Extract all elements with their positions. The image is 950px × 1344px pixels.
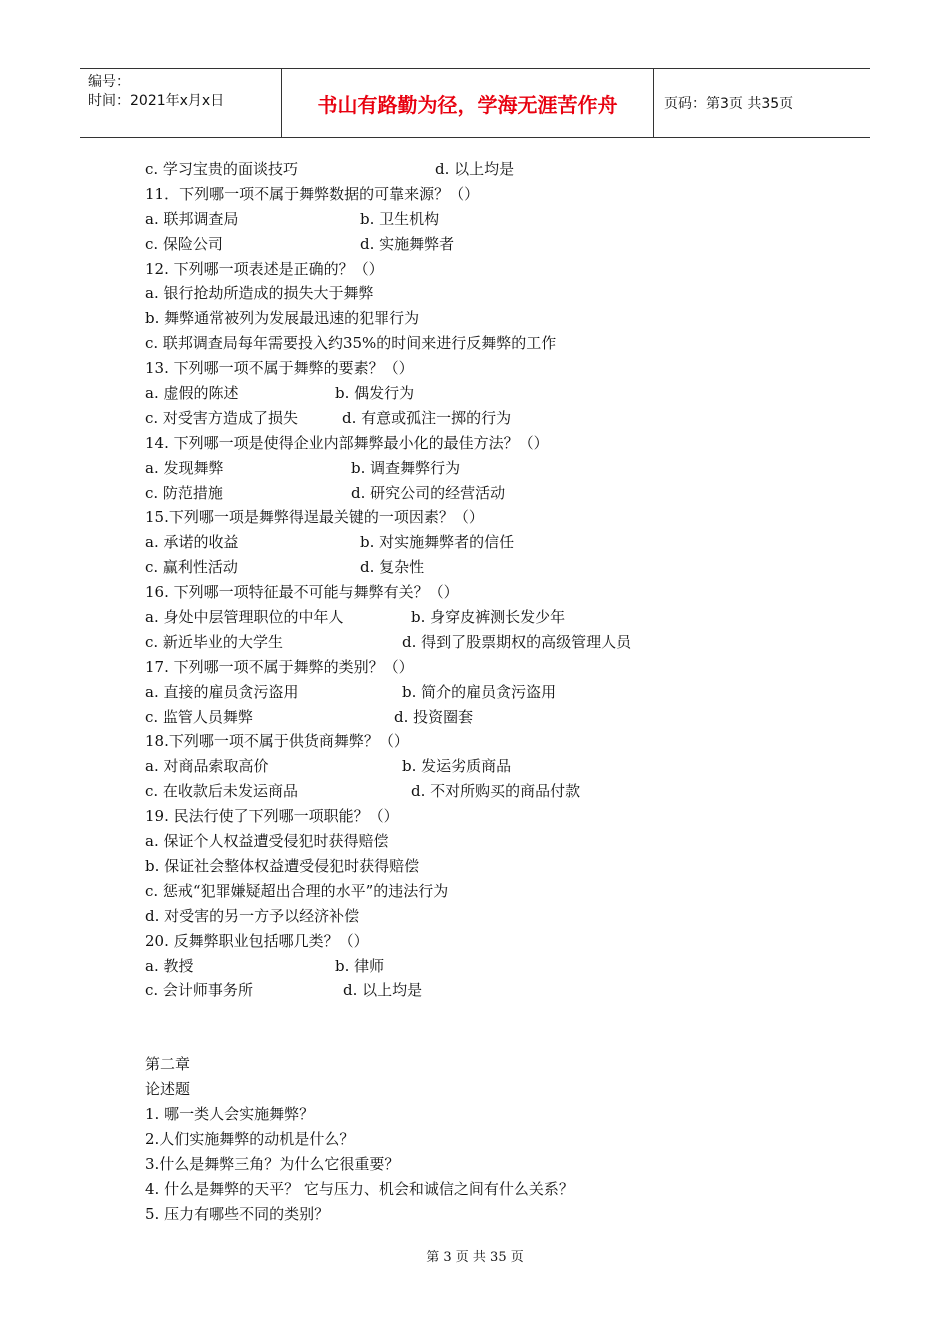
question-text: a. 身处中层管理职位的中年人: [145, 608, 344, 627]
section-title: 论述题: [145, 1080, 191, 1099]
question-text: d. 对受害的另一方予以经济补偿: [145, 906, 360, 925]
option-text: d. 得到了股票期权的高级管理人员: [402, 632, 632, 651]
question-text: 14. 下列哪一项是使得企业内部舞弊最小化的最佳方法？（）: [145, 433, 549, 452]
question-text: 18.下列哪一项不属于供货商舞弊？（）: [145, 732, 409, 751]
question-line: [145, 331, 845, 356]
option-text: b. 卫生机构: [360, 209, 440, 228]
question-line: [145, 580, 845, 605]
question-line: [145, 655, 845, 680]
question-text: a. 发现舞弊: [145, 458, 224, 477]
option-text: b. 简介的雇员贪污盗用: [402, 682, 557, 701]
question-line: [145, 954, 845, 979]
question-text: c. 保险公司: [145, 234, 223, 253]
question-line: [145, 804, 845, 829]
option-text: b. 律师: [335, 956, 385, 975]
question-text: c. 赢利性活动: [145, 558, 238, 577]
question-text: b. 舞弊通常被列为发展最迅速的犯罪行为: [145, 309, 420, 328]
question-text: a. 承诺的收益: [145, 533, 239, 552]
question-line: [145, 530, 845, 555]
page-header: [80, 68, 870, 138]
option-text: d. 以上均是: [343, 981, 423, 1000]
question-line: [145, 680, 845, 705]
question-text: 12. 下列哪一项表述是正确的？（）: [145, 259, 384, 278]
question-text: a. 教授: [145, 956, 194, 975]
question-text: c. 联邦调查局每年需要投入约35%的时间来进行反舞弊的工作: [145, 334, 557, 353]
question-line: [145, 605, 845, 630]
question-line: [145, 207, 845, 232]
question-line: [145, 505, 845, 530]
option-text: b. 调查舞弊行为: [351, 458, 461, 477]
question-line: [145, 182, 845, 207]
question-text: a. 保证个人权益遭受侵犯时获得赔偿: [145, 832, 389, 851]
option-text: d. 复杂性: [360, 558, 425, 577]
question-text: c. 惩戒“犯罪嫌疑超出合理的水平”的违法行为: [145, 881, 449, 900]
question-text: a. 银行抢劫所造成的损失大于舞弊: [145, 284, 374, 303]
question-line: [145, 157, 845, 182]
essay-question: 4. 什么是舞弊的天平？ 它与压力、机会和诚信之间有什么关系？: [145, 1179, 574, 1198]
question-line: [145, 356, 845, 381]
question-line: [145, 381, 845, 406]
question-list: [145, 157, 845, 1003]
question-text: c. 对受害方造成了损失: [145, 408, 298, 427]
option-text: b. 发运劣质商品: [402, 757, 512, 776]
essay-question: 3.什么是舞弊三角？为什么它很重要？: [145, 1154, 400, 1173]
question-line: [145, 481, 845, 506]
essay-list: [145, 1102, 845, 1226]
question-line: [145, 232, 845, 257]
question-line: [145, 431, 845, 456]
option-text: b. 偶发行为: [335, 384, 415, 403]
question-text: 11．下列哪一项不属于舞弊数据的可靠来源？（）: [145, 184, 480, 203]
header-motto: 书山有路勤为径，学海无涯苦作舟: [282, 69, 654, 137]
question-line: [145, 257, 845, 282]
option-text: d. 实施舞弊者: [360, 234, 455, 253]
question-line: [145, 406, 845, 431]
question-text: 17. 下列哪一项不属于舞弊的类别？（）: [145, 657, 414, 676]
question-text: c. 会计师事务所: [145, 981, 253, 1000]
question-text: c. 监管人员舞弊: [145, 707, 253, 726]
question-line: [145, 306, 845, 331]
question-text: c. 在收款后未发运商品: [145, 782, 298, 801]
question-line: [145, 879, 845, 904]
page-footer: 第 3 页 共 35 页: [426, 1250, 524, 1265]
option-text: d. 有意或孤注一掷的行为: [342, 408, 512, 427]
document-number-label: 编号：: [88, 74, 130, 90]
document-date: 时间：2021年x月x日: [88, 93, 225, 109]
question-text: a. 虚假的陈述: [145, 384, 239, 403]
question-line: [145, 630, 845, 655]
question-text: b. 保证社会整体权益遭受侵犯时获得赔偿: [145, 856, 420, 875]
question-line: [145, 978, 845, 1003]
question-line: [145, 555, 845, 580]
question-line: [145, 854, 845, 879]
essay-question: 1. 哪一类人会实施舞弊？: [145, 1105, 315, 1124]
option-text: d. 研究公司的经营活动: [351, 483, 506, 502]
question-line: [145, 904, 845, 929]
header-meta: [80, 69, 282, 137]
option-text: d. 以上均是: [435, 160, 515, 178]
question-line: [145, 456, 845, 481]
question-text: 20. 反舞弊职业包括哪几类？（）: [145, 931, 369, 950]
option-text: d. 不对所购买的商品付款: [411, 782, 581, 801]
question-line: [145, 829, 845, 854]
question-text: a. 直接的雇员贪污盗用: [145, 682, 299, 701]
header-page-info: 页码：第3页 共35页: [664, 96, 794, 112]
question-text: c. 学习宝贵的面谈技巧: [145, 160, 298, 178]
question-text: c. 新近毕业的大学生: [145, 632, 283, 651]
question-text: 16. 下列哪一项特征最不可能与舞弊有关？（）: [145, 583, 459, 602]
question-line: [145, 281, 845, 306]
option-text: b. 身穿皮裤测长发少年: [411, 608, 566, 627]
question-line: [145, 705, 845, 730]
essay-question: 5. 压力有哪些不同的类别？: [145, 1204, 330, 1223]
question-line: [145, 929, 845, 954]
question-line: [145, 754, 845, 779]
chapter-title: 第二章: [145, 1055, 191, 1074]
question-text: c. 防范措施: [145, 483, 223, 502]
question-text: 19. 民法行使了下列哪一项职能？（）: [145, 807, 399, 826]
question-text: a. 联邦调查局: [145, 209, 239, 228]
chapter-section: [145, 1052, 845, 1226]
question-content: [145, 157, 845, 1227]
question-line: [145, 779, 845, 804]
question-text: 15.下列哪一项是舞弊得逞最关键的一项因素？（）: [145, 508, 484, 527]
question-text: a. 对商品索取高价: [145, 757, 269, 776]
question-text: 13. 下列哪一项不属于舞弊的要素？（）: [145, 359, 414, 378]
option-text: d. 投资圈套: [394, 707, 474, 726]
question-line: [145, 729, 845, 754]
option-text: b. 对实施舞弊者的信任: [360, 533, 515, 552]
essay-question: 2.人们实施舞弊的动机是什么？: [145, 1129, 355, 1148]
